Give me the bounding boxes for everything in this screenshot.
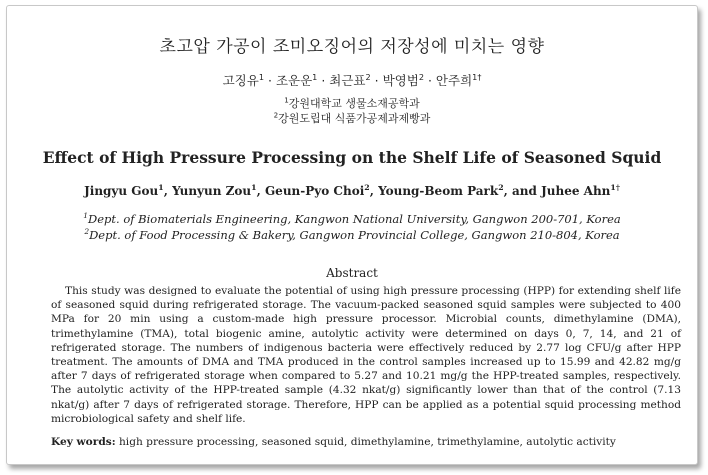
author: Young-Beom Park$^2$ [378, 183, 504, 198]
korean-affiliation: $^1$강원대학교 생물소재공학과 [284, 95, 420, 110]
abstract-body: This study was designed to evaluate the potential of using high pressure processing (HPP) for extending shelf life of seasoned squid during refrigerated storage. The vacuum-packed seasoned squid samples were subjected to 400 MPa for 20 min using a custom-made high pressure processor. Microbial counts, dimethylamine (DMA), trimethylamine (TMA), total biogenic amine, autolytic activity were determined on days 0, 7, 14, and 21 of refrigerated storage. The numbers of indigenous bacteria were effectively reduced by 2.77 log CFU/g after HPP treatment. The amounts of DMA and TMA produced in the control samples increased up to 15.99 and 42.82 mg/g after 7 days of refrigerated storage when compared to 5.27 and 10.21 mg/g the HPP-treated samples, respectively. The autolytic activity of the HPP-treated sample (4.32 nkat/g) significantly lower than that of the control (7.13 nkat/g) after 7 days of refrigerated storage. Therefore, HPP can be applied as a potential squid processing method microbiological safety and shelf life. [51, 285, 681, 425]
author: Yunyun Zou$^1$ [172, 183, 257, 198]
korean-affiliation: $^2$강원도립대 식품가공제과제빵과 [273, 110, 431, 125]
author: Geun-Pyo Choi$^2$ [264, 183, 370, 198]
author: Jingyu Gou$^1$ [84, 183, 164, 198]
keywords-text: high pressure processing, seasoned squid, dimethylamine, trimethylamine, autolytic activity [118, 436, 616, 448]
author: 박영범$^2$ [382, 71, 424, 88]
abstract-heading: Abstract [326, 266, 378, 280]
author: 최근표$^2$ [329, 71, 371, 88]
korean-title: 초고압 가공이 조미오징어의 저장성에 미치는 영향 [159, 37, 545, 57]
english-author-list: Jingyu Gou$^1$, Yunyun Zou$^1$, Geun-Pyo Choi$^2$, Young-Beom Park$^2$, and Juhee Ahn$^{1\dagger}$ [84, 183, 620, 198]
paper-page [6, 5, 698, 465]
author: 고징유$^1$ [222, 71, 265, 88]
author: 조운운$^1$ [275, 71, 318, 88]
keywords-label: Key words: [51, 436, 116, 448]
author: 안주희$^{1\dagger}$ [435, 71, 482, 88]
english-affiliation: $^2$Dept. of Food Processing & Bakery, Gangwon Provincial College, Gangwon 210-804, Korea [84, 227, 620, 242]
english-title: Effect of High Pressure Processing on the Shelf Life of Seasoned Squid [42, 148, 662, 167]
author: Juhee Ahn$^{1\dagger}$ [541, 183, 620, 198]
english-affiliation: $^1$Dept. of Biomaterials Engineering, Kangwon National University, Gangwon 200-701, Korea [83, 211, 621, 226]
korean-author-list: 고징유$^1$ · 조운운$^1$ · 최근표$^2$ · 박영범$^2$ · 안주희$^{1\dagger}$ [222, 71, 482, 88]
keywords [51, 436, 681, 448]
